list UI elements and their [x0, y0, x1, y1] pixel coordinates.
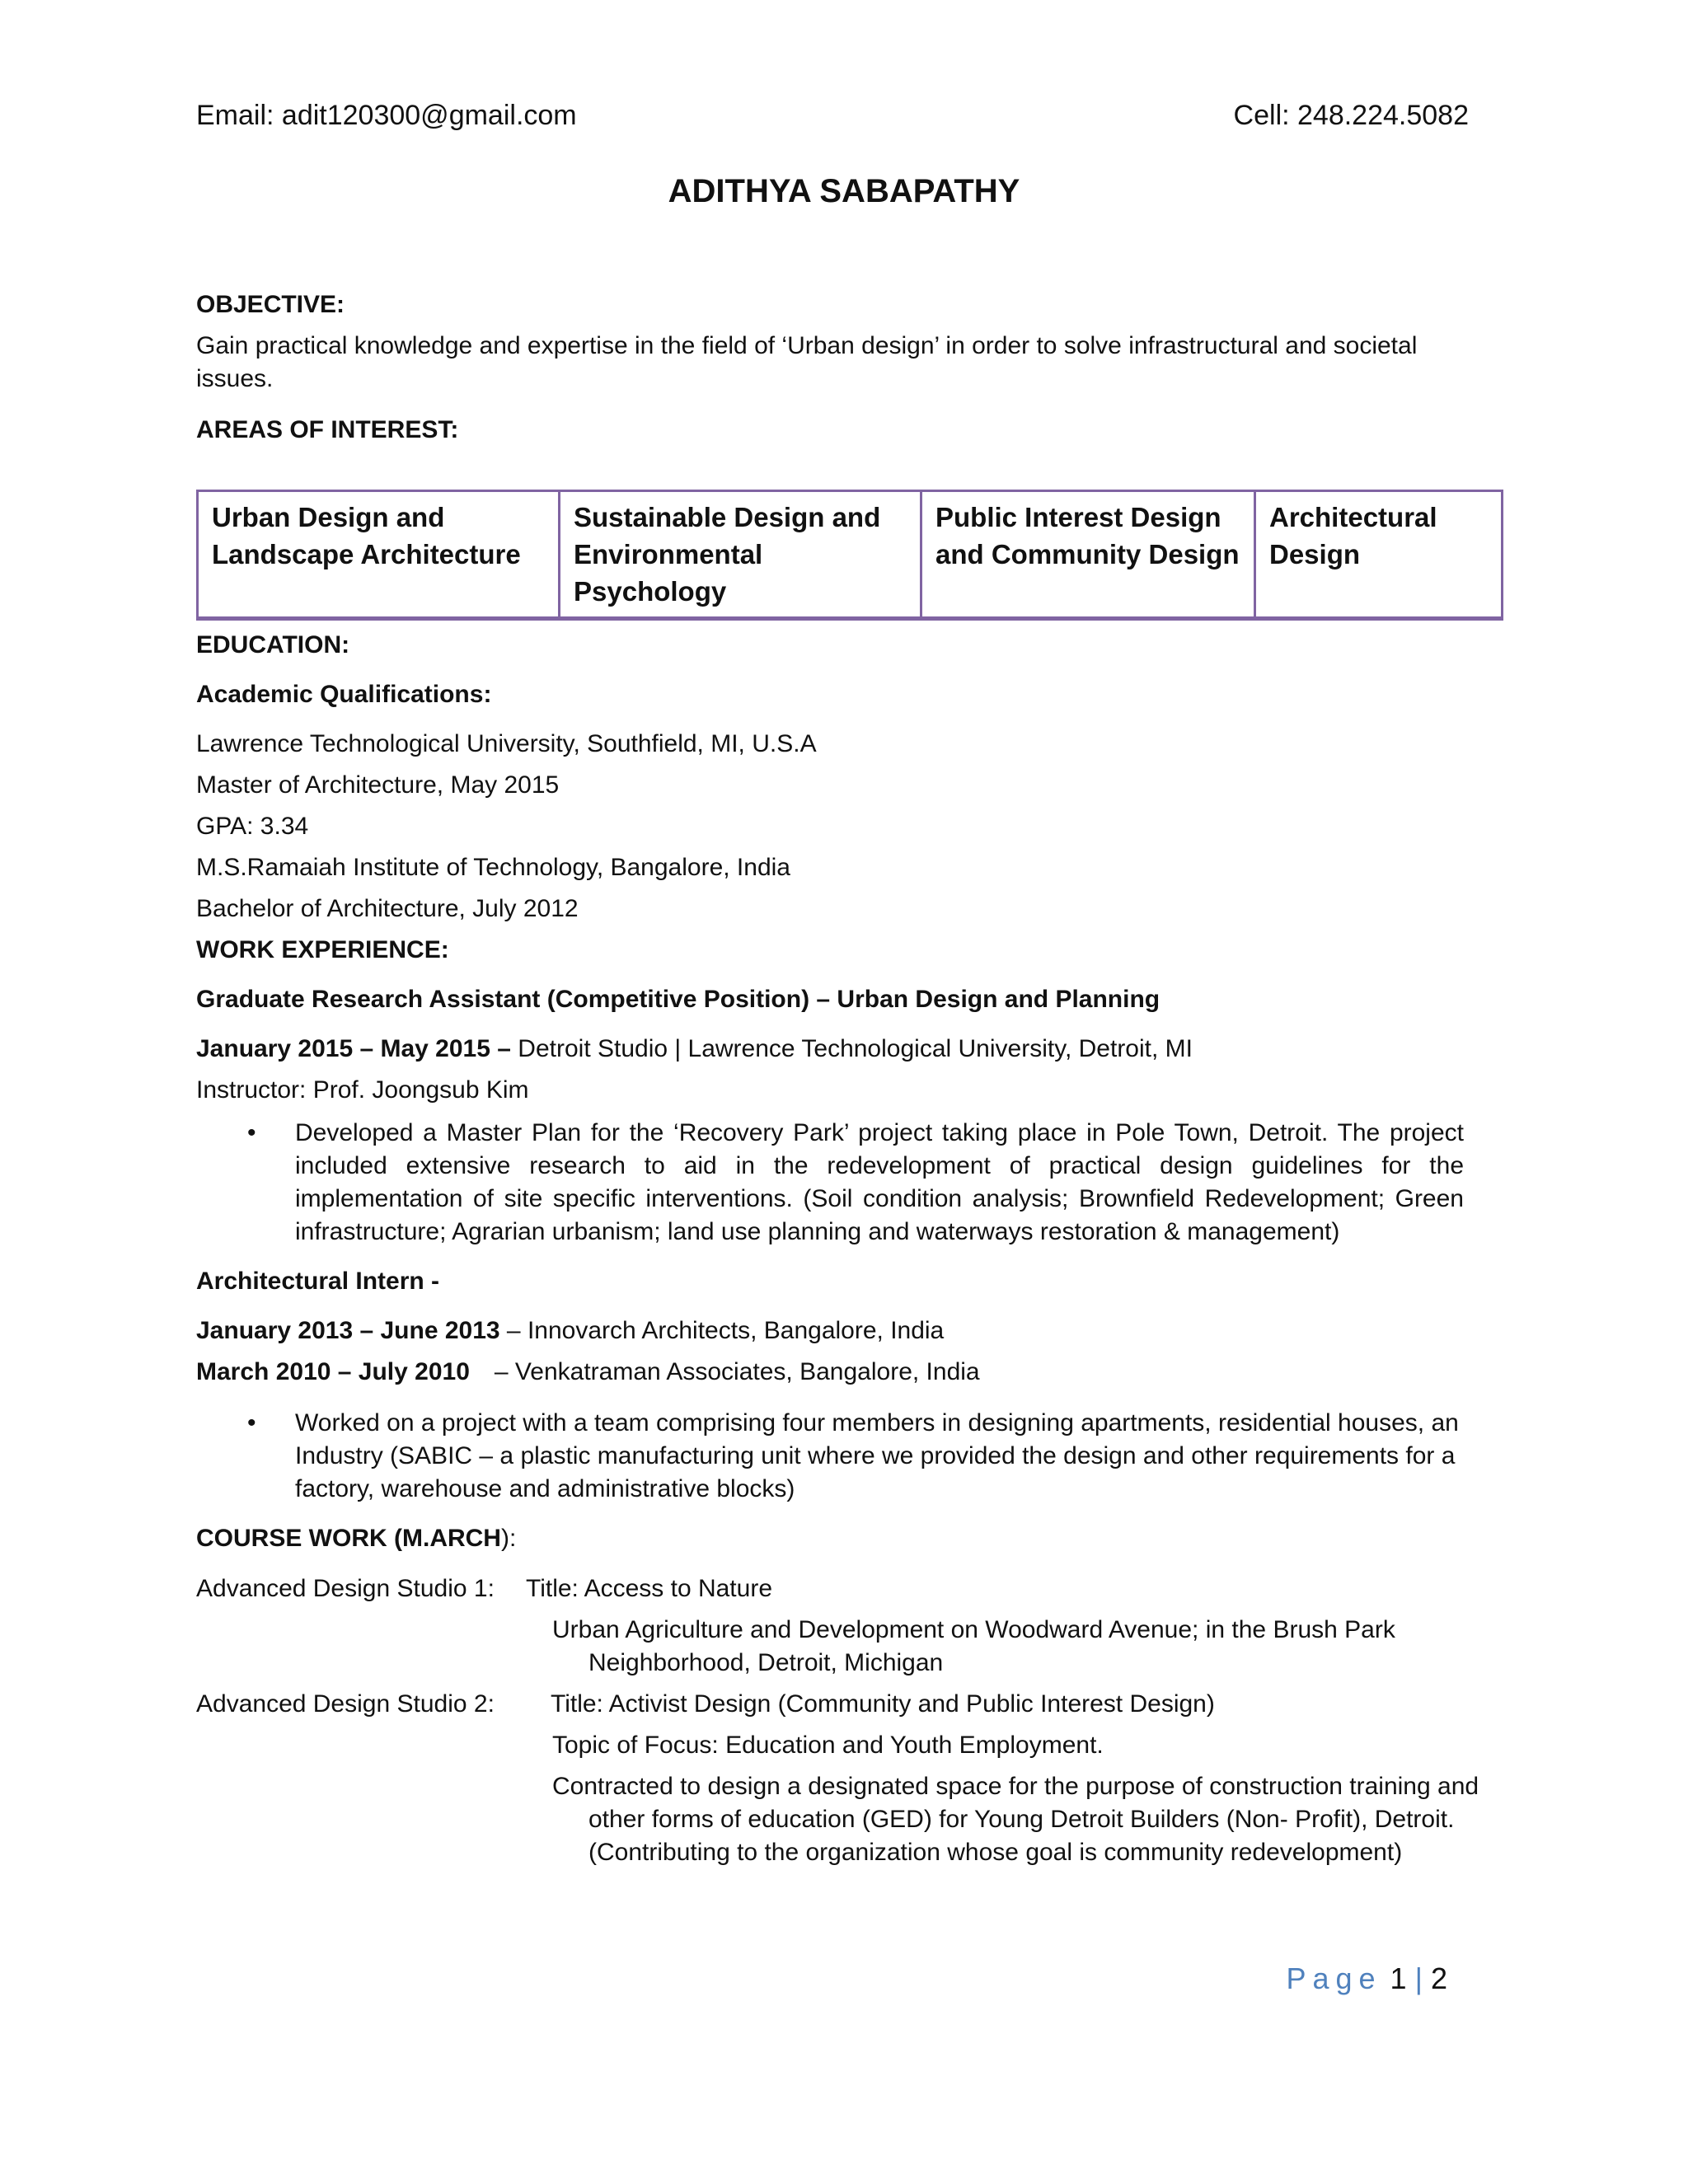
page-word: Page — [1286, 1961, 1382, 1995]
coursework-heading-line — [196, 1522, 516, 1555]
work-heading: WORK EXPERIENCE: — [196, 936, 449, 963]
studio2-title: Title: Activist Design (Community and Public Interest Design) — [551, 1690, 1215, 1718]
page-footer — [1286, 1961, 1447, 1996]
job2-bullet-text: Worked on a project with a team comprising four members in designing apartments, residential houses, an Industry (SABIC – a plastic manufacturing unit where we provided the design and other requirements for a factory, warehouse and administrative blocks) — [295, 1409, 1459, 1502]
job2-dates-line-2 — [196, 1356, 980, 1389]
job2-place-1: – Innovarch Architects, Bangalore, India — [499, 1317, 945, 1344]
academic-subheading: Academic Qualifications: — [196, 681, 492, 708]
bullet-icon: • — [247, 1119, 256, 1146]
education-line: GPA: 3.34 — [196, 813, 309, 840]
interest-cell: Architectural Design — [1255, 491, 1503, 619]
education-line: Bachelor of Architecture, July 2012 — [196, 895, 579, 922]
job1-bullet-text: Developed a Master Plan for the ‘Recovery Park’ project taking place in Pole Town, Detroit. The project included extensive research to aid in the redevelopment of practical design guidelines for the implementation of site specific interventions. (Soil condition analysis; Brownfield Redevelopment; Green infrastructure; Agrarian urbanism; land use planning and waterways restoration & management) — [295, 1119, 1464, 1245]
job2-dates-line-1 — [196, 1315, 944, 1347]
job2-place-2: – Venkatraman Associates, Bangalore, India — [494, 1358, 980, 1385]
contact-cell: Cell: 248.224.5082 — [1233, 100, 1469, 131]
objective-heading: OBJECTIVE: — [196, 291, 345, 318]
education-heading: EDUCATION: — [196, 631, 350, 658]
bullet-icon: • — [247, 1409, 256, 1436]
interests-table — [196, 490, 1503, 621]
studio1-label: Advanced Design Studio 1: — [196, 1575, 495, 1602]
studio2-topic: Topic of Focus: Education and Youth Employment. — [552, 1732, 1104, 1759]
studio1-title: Title: Access to Nature — [526, 1575, 773, 1602]
interest-cell: Public Interest Design and Community Design — [921, 491, 1255, 619]
candidate-name: ADITHYA SABAPATHY — [668, 173, 1020, 209]
job1-dates: January 2015 – May 2015 – — [196, 1035, 511, 1062]
education-line: Lawrence Technological University, Southfield, MI, U.S.A — [196, 730, 817, 757]
list-item — [196, 1117, 1464, 1249]
job2-bullets — [196, 1407, 1464, 1506]
interest-cell: Sustainable Design and Environmental Psychology — [560, 491, 921, 619]
page-current: 1 — [1390, 1961, 1407, 1995]
job1-instructor: Instructor: Prof. Joongsub Kim — [196, 1076, 529, 1104]
job1-place: Detroit Studio | Lawrence Technological University, Detroit, MI — [510, 1035, 1193, 1062]
list-item — [196, 1407, 1464, 1506]
page-total: 2 — [1430, 1961, 1447, 1995]
studio2-desc: Contracted to design a designated space for the purpose of construction training and other forms of education (GED) for Young Detroit Builders (Non- Profit), Detroit. (Contributing to the organization whose goal is community redevelopment) — [552, 1773, 1479, 1866]
job2-title: Architectural Intern - — [196, 1268, 440, 1295]
contact-email: Email: adit120300@gmail.com — [196, 100, 577, 131]
education-line: M.S.Ramaiah Institute of Technology, Bangalore, India — [196, 854, 790, 881]
interest-cell: Urban Design and Landscape Architecture — [198, 491, 560, 619]
coursework-heading-end: ): — [500, 1525, 517, 1552]
studio1-desc: Urban Agriculture and Development on Woodward Avenue; in the Brush Park Neighborhood, Detroit, Michigan — [552, 1616, 1395, 1676]
job1-title: Graduate Research Assistant (Competitive Position) – Urban Design and Planning — [196, 986, 1160, 1013]
job1-dates-line — [196, 1033, 1193, 1066]
coursework-heading: COURSE WORK (M.ARCH — [196, 1525, 501, 1552]
objective-text: Gain practical knowledge and expertise in the field of ‘Urban design’ in order to solve infrastructural and societal issues. — [196, 332, 1418, 392]
job2-dates-2: March 2010 – July 2010 — [196, 1358, 470, 1385]
interests-heading: AREAS OF INTEREST: — [196, 416, 459, 443]
page-separator: | — [1414, 1961, 1423, 1995]
job2-dates-1: January 2013 – June 2013 — [196, 1317, 500, 1344]
job1-bullets — [196, 1117, 1464, 1249]
education-line: Master of Architecture, May 2015 — [196, 771, 560, 799]
studio2-label: Advanced Design Studio 2: — [196, 1690, 495, 1718]
